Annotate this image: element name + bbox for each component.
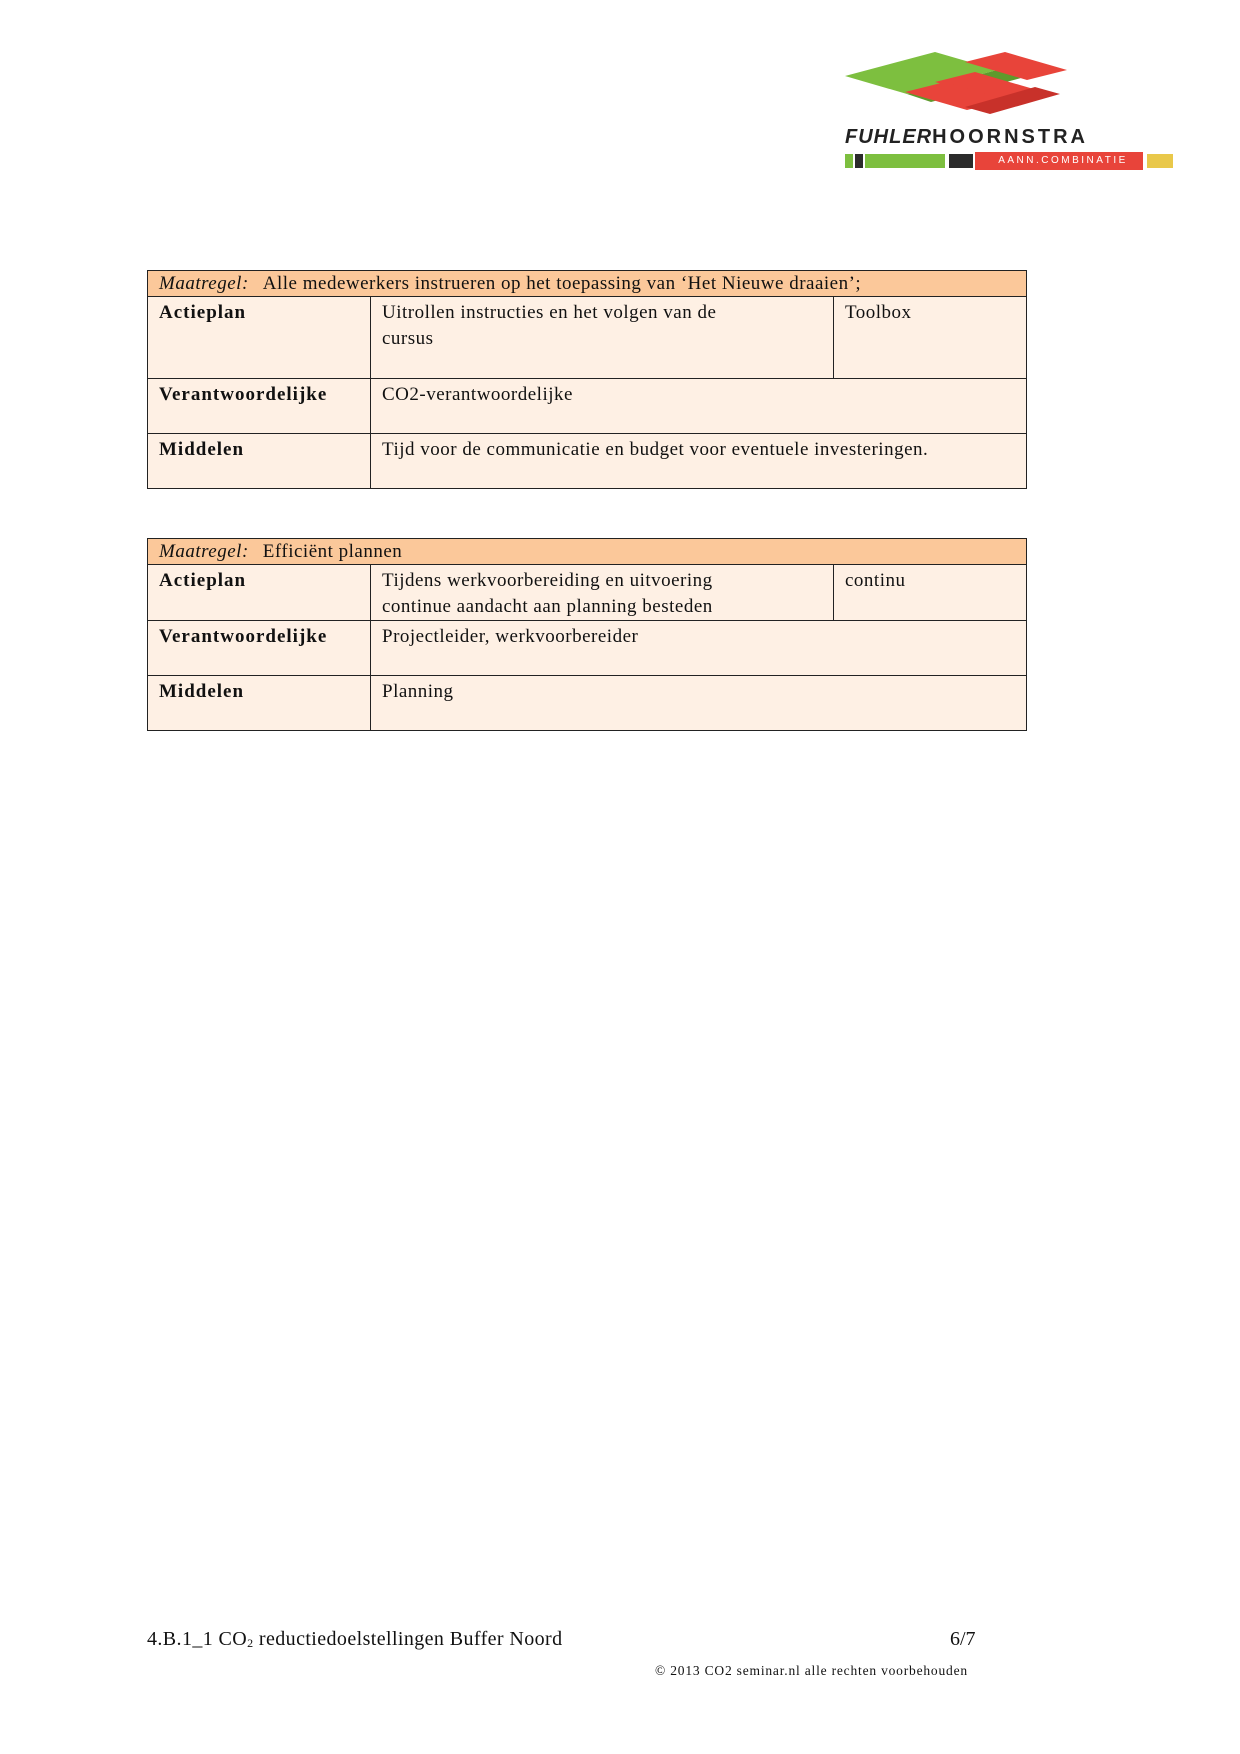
measure-table-2 <box>147 538 1027 731</box>
verantwoordelijke-value: Projectleider, werkvoorbereider <box>371 621 1027 676</box>
maatregel-label: Maatregel: <box>159 273 249 294</box>
verantwoordelijke-value: CO2-verantwoordelijke <box>371 379 1027 434</box>
actieplan-value: Uitrollen instructies en het volgen van de cursus <box>371 297 834 379</box>
middelen-row <box>148 434 1027 489</box>
actieplan-row <box>148 297 1027 379</box>
measure-table-1 <box>147 270 1027 489</box>
middelen-label: Middelen <box>148 434 371 489</box>
actieplan-extra: Toolbox <box>834 297 1027 379</box>
verantwoordelijke-label: Verantwoordelijke <box>148 379 371 434</box>
maatregel-value: Efficiënt plannen <box>262 541 403 562</box>
middelen-value: Tijd voor de communicatie en budget voor eventuele investeringen. <box>371 434 1027 489</box>
verantwoordelijke-row <box>148 379 1027 434</box>
logo-subtitle: AANN.COMBINATIE <box>998 155 1128 166</box>
actieplan-label: Actieplan <box>148 565 371 621</box>
maatregel-cell <box>148 539 1027 565</box>
copyright-notice: © 2013 CO2 seminar.nl alle rechten voorbehouden <box>655 1663 968 1678</box>
document-title: 4.B.1_1 $CO_2$ reductiedoelstellingen Buffer Noord <box>147 1628 563 1650</box>
maatregel-value: Alle medewerkers instrueren op het toepassing van ‘Het Nieuwe draaien’; <box>262 273 862 294</box>
maatregel-cell <box>148 271 1027 297</box>
maatregel-row <box>148 539 1027 565</box>
logo-wordmark: FUHLERHOORNSTRA <box>845 126 1088 148</box>
actieplan-row <box>148 565 1027 621</box>
verantwoordelijke-label: Verantwoordelijke <box>148 621 371 676</box>
middelen-value: Planning <box>371 676 1027 731</box>
maatregel-label: Maatregel: <box>159 541 249 562</box>
actieplan-extra: continu <box>834 565 1027 621</box>
actieplan-value: Tijdens werkvoorbereiding en uitvoering continue aandacht aan planning besteden <box>371 565 834 621</box>
middelen-label: Middelen <box>148 676 371 731</box>
middelen-row <box>148 676 1027 731</box>
page-number: 6/7 <box>950 1628 976 1650</box>
verantwoordelijke-row <box>148 621 1027 676</box>
maatregel-row <box>148 271 1027 297</box>
actieplan-label: Actieplan <box>148 297 371 379</box>
